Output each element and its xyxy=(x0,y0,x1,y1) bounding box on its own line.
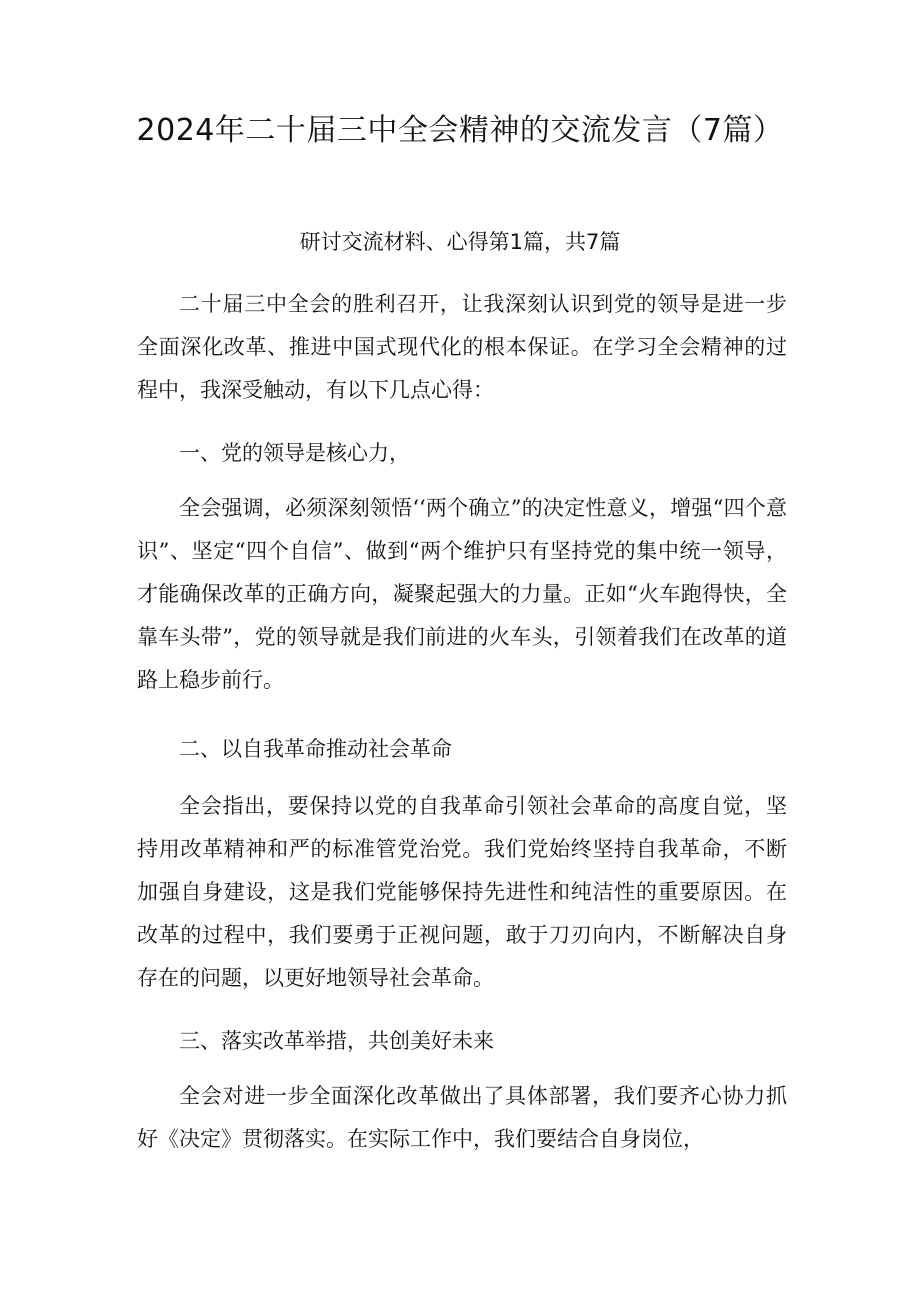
document-subtitle: 研讨交流材料、心得第1篇，共7篇 xyxy=(299,230,621,254)
section-heading-1: 一、党的领导是核心力， xyxy=(179,441,410,465)
section-body-2: 全会指出，要保持以党的自我革命引领社会革命的高度自觉，坚持用改革精神和严的标准管党治党。我们党始终坚持自我革命，不断加强自身建设，这是我们党能够保持先进性和纯洁性的重要原因。在改革的过程中，我们要勇于正视问题，敢于刀刃向内，不断解决自身存在的问题，以更好地领导社会革命。 xyxy=(137,794,787,990)
document-title: 2024年二十届三中全会精神的交流发言（7篇） xyxy=(136,113,784,148)
intro-paragraph: 二十届三中全会的胜利召开，让我深刻认识到党的领导是进一步全面深化改革、推进中国式现代化的根本保证。在学习全会精神的过程中，我深受触动，有以下几点心得： xyxy=(137,292,787,402)
section-body-3: 全会对进一步全面深化改革做出了具体部署，我们要齐心协力抓好《决定》贯彻落实。在实际工作中，我们要结合自身岗位， xyxy=(137,1084,787,1151)
section-heading-2: 二、以自我革命推动社会革命 xyxy=(179,737,452,761)
section-heading-3: 三、落实改革举措，共创美好未来 xyxy=(179,1029,494,1053)
section-body-1: 全会强调，必须深刻领悟‘‘两个确立”的决定性意义，增强“四个意识”、坚定“四个自信”、做到“两个维护只有坚持党的集中统一领导，才能确保改革的正确方向，凝聚起强大的力量。正如“火车跑得快，全靠车头带”，党的领导就是我们前进的火车头，引领着我们在改革的道路上稳步前行。 xyxy=(137,496,787,692)
